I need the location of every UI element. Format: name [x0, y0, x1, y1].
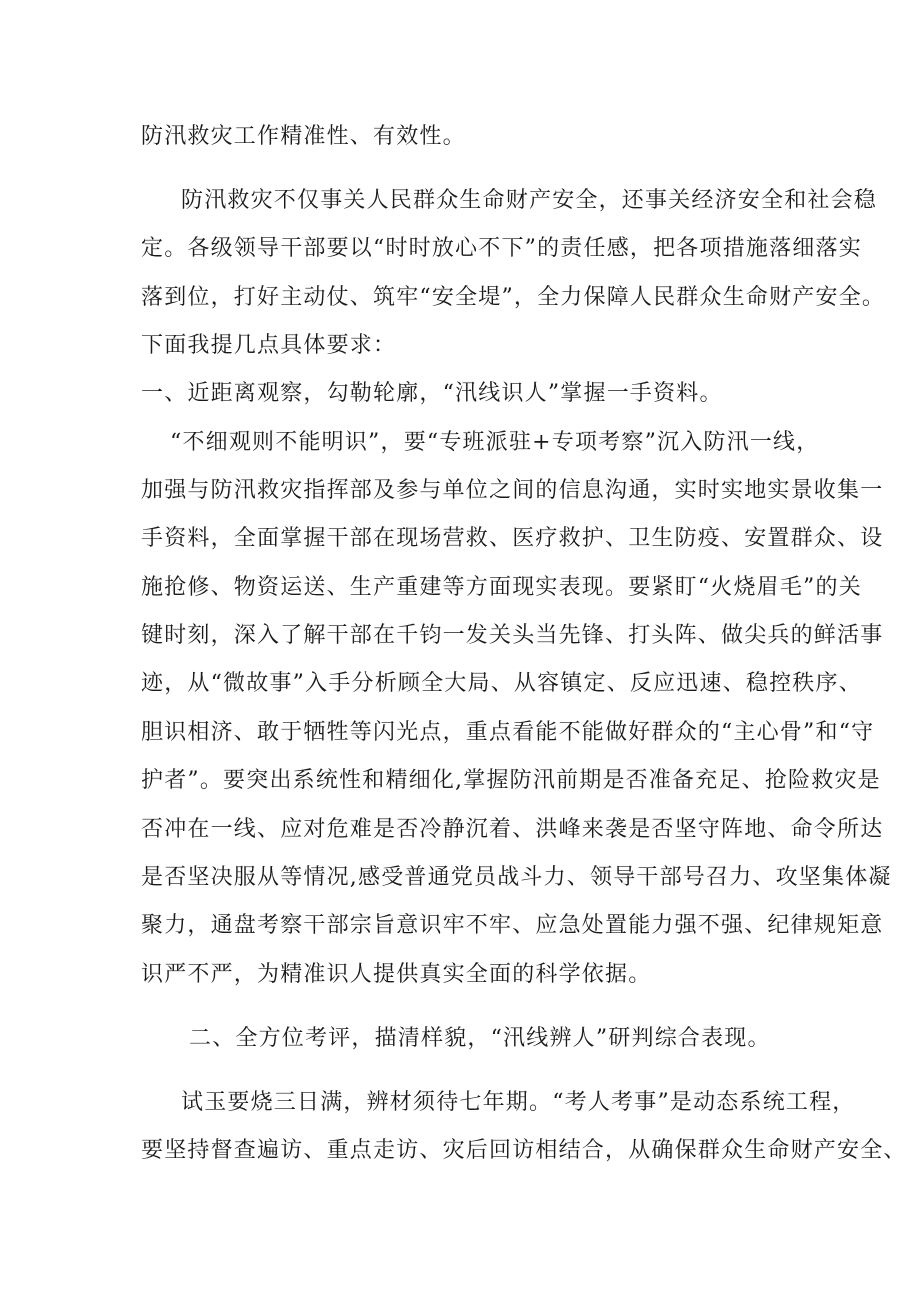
text-line: 试玉要烧三日满，辨材须待七年期。“考人考事”是动态系统工程，	[181, 1090, 856, 1115]
text-line: 识严不严，为精准识人提供真实全面的科学依据。	[141, 962, 652, 987]
text-line: 下面我提几点具体要求：	[141, 333, 397, 358]
text-line: 否冲在一线、应对危难是否冷静沉着、洪峰来袭是否坚守阵地、命令所达	[141, 817, 884, 842]
section-heading: 一、近距离观察，勾勒轮廓，“汛线识人”掌握一手资料。	[141, 381, 723, 406]
text-line: 定。各级领导干部要以“时时放心不下”的责任感，把各项措施落细落实	[141, 236, 862, 261]
text-line: 键时刻，深入了解干部在千钧一发关头当先锋、打头阵、做尖兵的鲜活事	[141, 623, 884, 648]
text-line: 护者”。要突出系统性和精细化,掌握防汛前期是否准备充足、抢险救灾是	[141, 768, 881, 793]
text-line: 施抢修、物资运送、生产重建等方面现实表现。要紧盯“火烧眉毛”的关	[141, 575, 862, 600]
text-line: 加强与防汛救灾指挥部及参与单位之间的信息沟通，实时实地实景收集一	[141, 478, 884, 503]
text-line: 手资料，全面掌握干部在现场营救、医疗救护、卫生防疫、安置群众、设	[141, 526, 884, 551]
text-line: 迹，从“微故事”入手分析顾全大局、从容镇定、反应迅速、稳控秩序、	[141, 671, 862, 696]
text-line: 聚力，通盘考察干部宗旨意识牢不牢、应急处置能力强不强、纪律规矩意	[141, 913, 884, 938]
section-heading: 二、全方位考评，描清样貌，“汛线辨人”研判综合表现。	[189, 1026, 771, 1051]
text-line: 落到位，打好主动仗、筑牢“安全堤”，全力保障人民群众生命财产安全。	[141, 285, 886, 310]
text-line: 胆识相济、敢于牺牲等闪光点，重点看能不能做好群众的“主心骨”和“守	[141, 720, 875, 745]
text-line: 防汛救灾工作精准性、有效性。	[141, 124, 466, 149]
text-line: 防汛救灾不仅事关人民群众生命财产安全，还事关经济安全和社会稳	[181, 188, 878, 213]
text-line: 是否坚决服从等情况,感受普通党员战斗力、领导干部号召力、攻坚集体凝	[141, 865, 892, 890]
text-line: 要坚持督查遍访、重点走访、灾后回访相结合，从确保群众生命财产安全、	[141, 1138, 907, 1163]
text-line: “不细观则不能明识”，要“专班派驻+专项考察”沉入防汛一线，	[170, 430, 820, 455]
